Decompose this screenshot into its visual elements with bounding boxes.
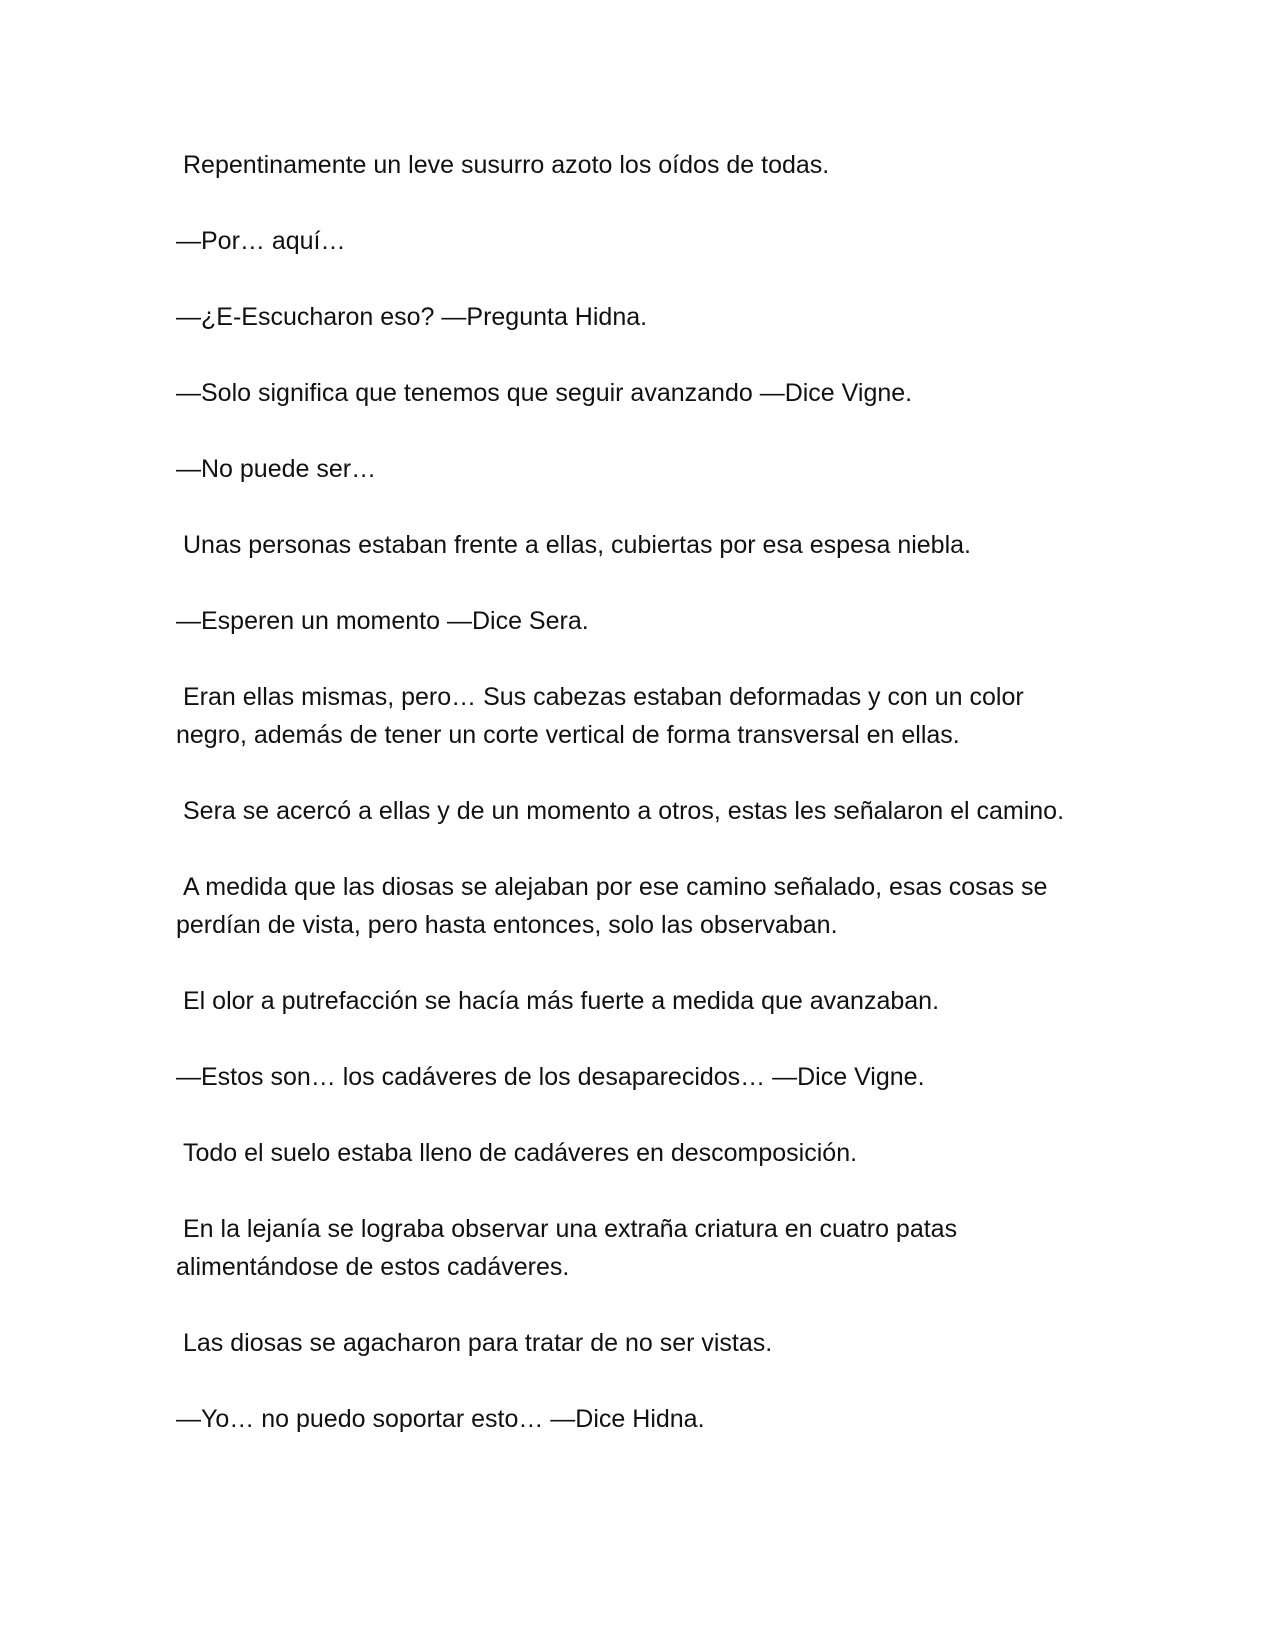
paragraph-8: Eran ellas mismas, pero… Sus cabezas estaban deformadas y con un color negro, además de tener un corte vertical de forma transversal en ellas. <box>176 683 1024 749</box>
paragraph-13: Todo el suelo estaba lleno de cadáveres en descomposición. <box>183 1139 858 1167</box>
document-body <box>176 146 1096 1476</box>
paragraph-10: A medida que las diosas se alejaban por ese camino señalado, esas cosas se perdían de vista, pero hasta entonces, solo las observaban. <box>176 873 1048 939</box>
paragraph-2: —Por… aquí… <box>176 227 346 255</box>
paragraph-1: Repentinamente un leve susurro azoto los oídos de todas. <box>183 151 830 179</box>
paragraph-15: Las diosas se agacharon para tratar de no ser vistas. <box>183 1329 773 1357</box>
paragraph-12: —Estos son… los cadáveres de los desaparecidos… —Dice Vigne. <box>176 1063 925 1091</box>
paragraph-9: Sera se acercó a ellas y de un momento a otros, estas les señalaron el camino. <box>183 797 1065 825</box>
paragraph-16: —Yo… no puedo soportar esto… —Dice Hidna. <box>176 1405 705 1433</box>
paragraph-14: En la lejanía se lograba observar una extraña criatura en cuatro patas alimentándose de estos cadáveres. <box>176 1215 958 1281</box>
paragraph-6: Unas personas estaban frente a ellas, cubiertas por esa espesa niebla. <box>183 531 971 559</box>
paragraph-7: —Esperen un momento —Dice Sera. <box>176 607 589 635</box>
paragraph-11: El olor a putrefacción se hacía más fuerte a medida que avanzaban. <box>183 987 940 1015</box>
paragraph-5: —No puede ser… <box>176 455 377 483</box>
paragraph-4: —Solo significa que tenemos que seguir avanzando —Dice Vigne. <box>176 379 913 407</box>
paragraph-3: —¿E-Escucharon eso? —Pregunta Hidna. <box>176 303 648 331</box>
